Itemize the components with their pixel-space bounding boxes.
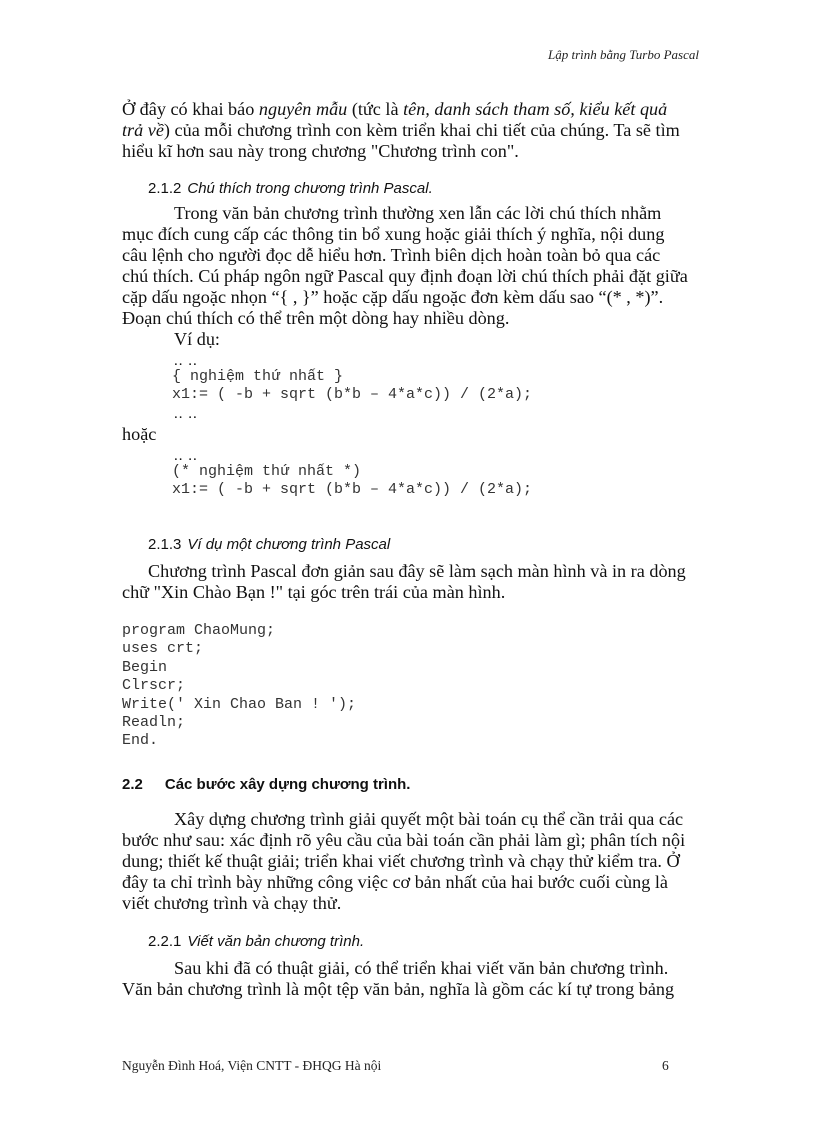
- example-label: Ví dụ:: [174, 329, 220, 349]
- section-2-1-2-heading: 2.1.2 Chú thích trong chương trình Pascal.: [148, 180, 433, 197]
- code-example-2: (* nghiệm thứ nhất *) x1:= ( -b + sqrt (b*b – 4*a*c)) / (2*a);: [172, 463, 533, 499]
- program-listing: program ChaoMung; uses crt; Begin Clrscr; Write(' Xin Chao Ban ! '); Readln; End.: [122, 622, 357, 750]
- section-2-2-1-heading: 2.2.1 Viết văn bản chương trình.: [148, 933, 365, 950]
- running-header: Lập trình bằng Turbo Pascal: [548, 47, 699, 62]
- section-2-2-1-paragraph: Sau khi đã có thuật giải, có thể triển khai viết văn bản chương trình. Văn bản chương trình là một tệp văn bản, nghĩa là gồm các kí tự trong bảng: [122, 958, 675, 999]
- intro-line-1: Ở đây có khai báo nguyên mẫu (tức là tên, danh sách tham số, kiểu kết quả: [122, 99, 668, 119]
- intro-paragraph: [122, 99, 696, 162]
- ellipsis: .. ..: [174, 406, 198, 422]
- ellipsis: .. ..: [174, 448, 198, 464]
- or-word: hoặc: [122, 424, 157, 444]
- section-2-1-2-paragraph: Trong văn bản chương trình thường xen lẫn các lời chú thích nhằm mục đích cung cấp các thông tin bổ xung hoặc giải thích ý nghĩa, nội dung câu lệnh cho người đọc dễ hiểu hơn. Trình biên dịch hoàn toàn bỏ qua các chú thích. Cú pháp ngôn ngữ Pascal quy định đoạn lời chú thích phải đặt giữa cặp dấu ngoặc nhọn “{ , }” hoặc cặp dấu ngoặc đơn kèm dấu sao “(* , *)”. Đoạn chú thích có thể trên một dòng hay nhiều dòng. Ví dụ:: [122, 203, 696, 350]
- intro-line-2: trả về) của mỗi chương trình con kèm triển khai chi tiết của chúng. Ta sẽ tìm: [122, 120, 680, 140]
- section-2-2-heading: 2.2 Các bước xây dựng chương trình.: [122, 776, 411, 793]
- section-2-1-3-paragraph-cont: chữ "Xin Chào Bạn !" tại góc trên trái của màn hình.: [122, 582, 506, 602]
- intro-line-3: hiểu kĩ hơn sau này trong chương "Chương trình con".: [122, 141, 519, 161]
- section-2-2-paragraph: Xây dựng chương trình giải quyết một bài toán cụ thể cần trải qua các bước như sau: xác định rõ yêu cầu của bài toán cần phải làm gì; phân tích nội dung; thiết kế thuật giải; triển khai viết chương trình và chạy thử kiểm tra. Ở đây ta chỉ trình bày những công việc cơ bản nhất của hai bước cuối cùng là viết chương trình và chạy thử.: [122, 809, 686, 913]
- section-2-1-3-heading: 2.1.3 Ví dụ một chương trình Pascal: [148, 536, 391, 553]
- section-2-1-3-paragraph: Chương trình Pascal đơn giản sau đây sẽ làm sạch màn hình và in ra dòng: [148, 561, 686, 581]
- page-number: 6: [662, 1058, 669, 1073]
- code-example-1: { nghiệm thứ nhất } x1:= ( -b + sqrt (b*b – 4*a*c)) / (2*a);: [172, 368, 533, 404]
- footer-author: Nguyễn Đình Hoá, Viện CNTT - ĐHQG Hà nội: [122, 1058, 382, 1073]
- ellipsis: .. ..: [174, 353, 198, 369]
